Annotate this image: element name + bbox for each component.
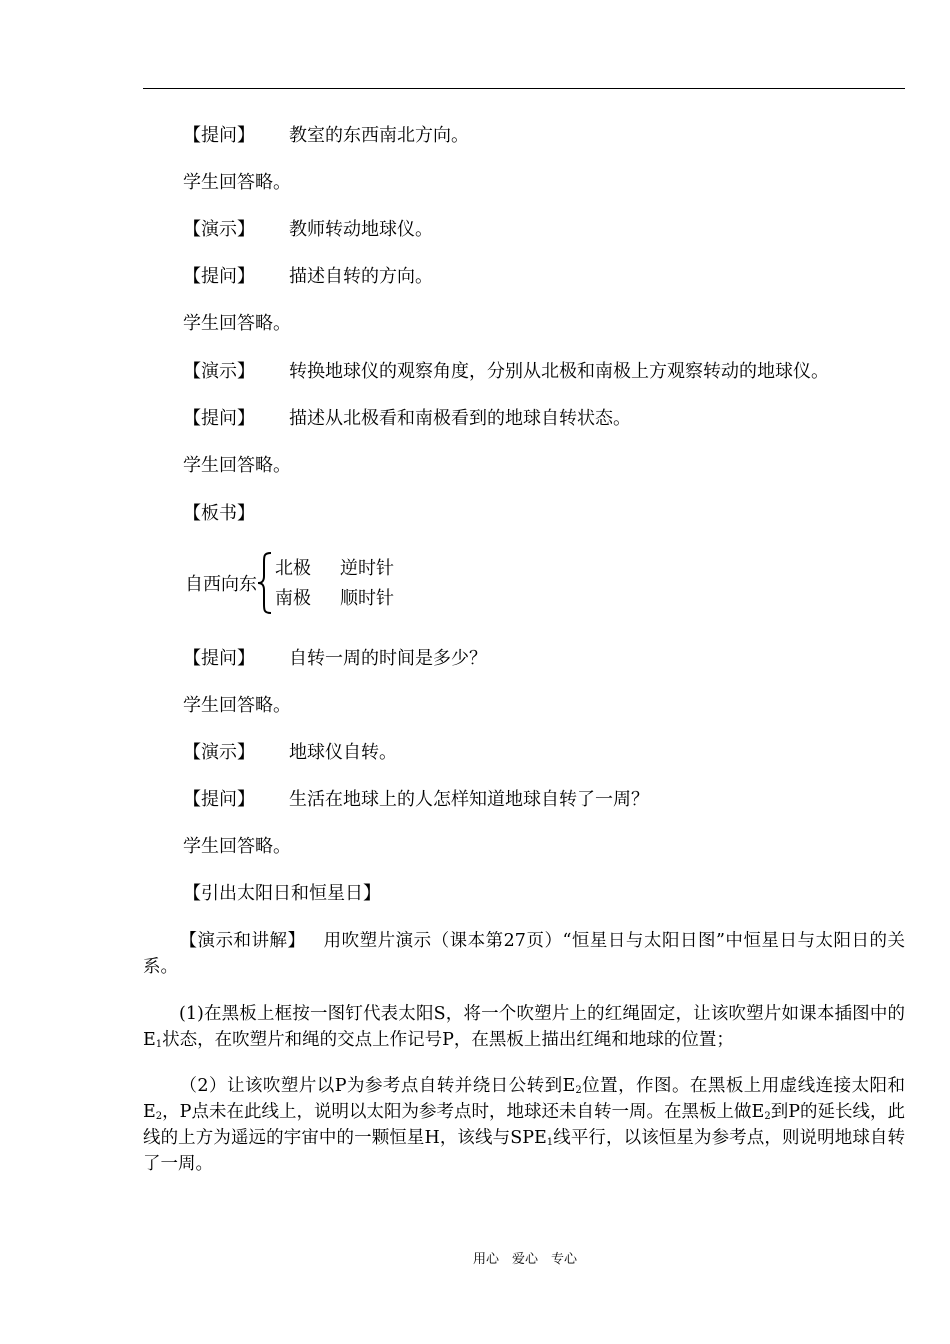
line-tag: 【提问】	[183, 408, 255, 429]
line-question-4	[183, 648, 487, 670]
subscript: 1	[155, 1039, 163, 1050]
step-2-text-cont: ，P点未在此线上，说明以太阳为参考点时，地球还未自转一周。在黑板上做E	[162, 1102, 765, 1122]
paragraph-step-1	[143, 1001, 905, 1053]
line-text: 描述自转的方向。	[289, 266, 433, 287]
board-north-direction: 逆时针	[340, 558, 394, 579]
line-demo-3	[183, 742, 397, 764]
line-text: 教师转动地球仪。	[289, 219, 433, 240]
step-1-text: (1)在黑板上框按一图钉代表太阳S，将一个吹塑片上的红绳固定，让该吹塑片如课本插图中的E	[143, 1004, 905, 1050]
line-tag: 【演示】	[183, 219, 255, 240]
demo-text: 用吹塑片演示（课本第27页）“恒星日与太阳日图”中恒星日与太阳日的关系。	[143, 931, 906, 977]
board-south-pole: 南极	[275, 588, 311, 609]
line-text: 学生回答略。	[183, 836, 291, 857]
page-footer: 用心 爱心 专心	[472, 1252, 577, 1267]
line-answer-4	[183, 695, 291, 717]
line-text: 学生回答略。	[183, 695, 291, 716]
subscript: 1	[546, 1137, 554, 1148]
line-text: 学生回答略。	[183, 455, 291, 476]
board-main: 自西向东	[185, 574, 257, 595]
line-tag: 【提问】	[183, 789, 255, 810]
line-text: 生活在地球上的人怎样知道地球自转了一周？	[289, 789, 649, 810]
line-tag: 【演示】	[183, 361, 255, 382]
step-2-text-cont: 到P的延长线，此线的上方为遥远的宇宙中的一颗恒星H，该线与SPE	[143, 1102, 905, 1148]
line-answer-2	[183, 313, 291, 335]
line-answer-1	[183, 172, 291, 194]
line-demo-1	[183, 219, 433, 241]
paragraph-step-2	[143, 1073, 905, 1177]
line-tag: 【提问】	[183, 648, 255, 669]
line-text: 描述从北极看和南极看到的地球自转状态。	[289, 408, 631, 429]
line-text: 教室的东西南北方向。	[289, 125, 469, 146]
paragraph-demo-explain	[143, 928, 905, 980]
subscript: 2	[575, 1085, 582, 1096]
line-question-5	[183, 789, 649, 811]
subscript: 2	[155, 1111, 163, 1122]
subscript: 2	[764, 1111, 771, 1122]
board-diagram	[185, 548, 425, 618]
step-2-text-cont: 线平行，以该恒星为参考点，则说明地球自转了一周。	[143, 1128, 905, 1174]
line-text: 地球仪自转。	[289, 742, 397, 763]
line-answer-3	[183, 455, 291, 477]
line-text: 学生回答略。	[183, 313, 291, 334]
line-text: 【引出太阳日和恒星日】	[183, 883, 381, 904]
demo-tag: 【演示和讲解】	[179, 931, 306, 951]
line-section-heading	[183, 883, 381, 905]
step-2-text: （2）让该吹塑片以P为参考点自转并绕日公转到E	[179, 1076, 576, 1096]
brace-icon	[257, 552, 273, 614]
line-text: 学生回答略。	[183, 172, 291, 193]
line-tag: 【板书】	[183, 503, 255, 524]
line-question-3	[183, 408, 631, 430]
board-south-direction: 顺时针	[340, 588, 394, 609]
line-tag: 【演示】	[183, 742, 255, 763]
step-1-text-cont: 状态，在吹塑片和绳的交点上作记号P，在黑板上描出红绳和地球的位置；	[162, 1030, 734, 1050]
line-question-1	[183, 125, 469, 147]
line-text: 转换地球仪的观察角度，分别从北极和南极上方观察转动的地球仪。	[289, 361, 829, 382]
line-tag: 【提问】	[183, 125, 255, 146]
line-demo-2	[183, 361, 829, 383]
line-tag: 【提问】	[183, 266, 255, 287]
step-2-text-cont: 位置，作图。在黑板上用虚线连接太阳和E	[143, 1076, 906, 1122]
header-rule	[143, 88, 905, 89]
line-question-2	[183, 266, 433, 288]
line-answer-5	[183, 836, 291, 858]
line-board-tag	[183, 503, 289, 525]
board-north-pole: 北极	[275, 558, 311, 579]
line-text: 自转一周的时间是多少？	[289, 648, 487, 669]
